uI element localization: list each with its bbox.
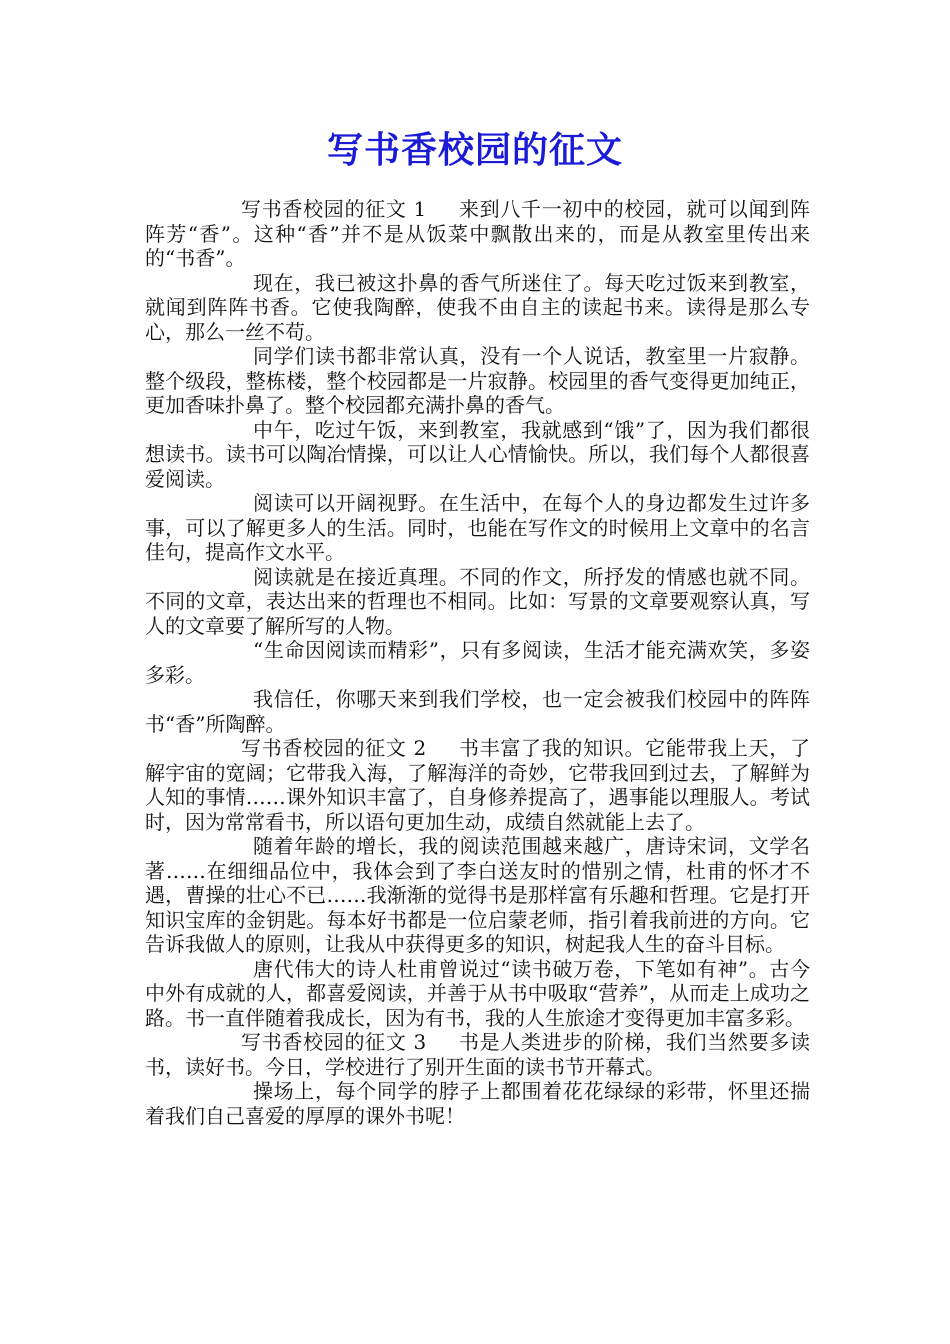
paragraph-text: 中午，吃过午饭，来到教室，我就感到“饿”了，因为我们都很想读书。读书可以陶冶情操，可以让人心情愉快。所以，我们每个人都很喜爱阅读。 bbox=[145, 417, 810, 491]
paragraph-text: 书是人类进步的阶梯，我们当然要多读书，读好书。今日，学校进行了别开生面的读书节开幕式。 bbox=[145, 1030, 810, 1079]
paragraph-text: “生命因阅读而精彩”，只有多阅读，生活才能充满欢笑，多姿多彩。 bbox=[145, 638, 810, 687]
paragraph-11 bbox=[145, 957, 810, 1031]
paragraph-3 bbox=[145, 344, 810, 418]
paragraph-text: 阅读可以开阔视野。在生活中，在每个人的身边都发生过许多事，可以了解更多人的生活。同时，也能在写作文的时候用上文章中的名言佳句，提高作文水平。 bbox=[145, 491, 810, 564]
document-title: 写书香校园的征文 bbox=[326, 129, 623, 171]
paragraph-6 bbox=[145, 565, 810, 639]
section-label-1: 写书香校园的征文 1 bbox=[241, 197, 427, 221]
paragraph-7 bbox=[145, 638, 810, 687]
paragraph-text: 同学们读书都非常认真，没有一个人说话，教室里一片寂静。整个级段，整栋楼，整个校园都是一片寂静。校园里的香气变得更加纯正，更加香味扑鼻了。整个校园都充满扑鼻的香气。 bbox=[145, 344, 810, 417]
section-label-2: 写书香校园的征文 2 bbox=[241, 736, 427, 760]
paragraph-text: 来到八千一初中的校园，就可以闻到阵阵芳“香”。这种“香”并不是从饭菜中飘散出来的，而是从教室里传出来的“书香”。 bbox=[145, 197, 810, 270]
paragraph-text: 随着年龄的增长，我的阅读范围越来越广，唐诗宋词，文学名著……在细细品位中，我体会到了李白送友时的惜别之情，杜甫的怀才不遇，曹操的壮心不已……我渐渐的觉得书是那样富有乐趣和哲理。它是打开知识宝库的金钥匙。每本好书都是一位启蒙老师，指引着我前进的方向。它告诉我做人的原则，让我从中获得更多的知识，树起我人生的奋斗目标。 bbox=[145, 834, 810, 956]
paragraph-10 bbox=[145, 834, 810, 957]
section-label-3: 写书香校园的征文 3 bbox=[241, 1030, 427, 1054]
paragraph-text: 唐代伟大的诗人杜甫曾说过“读书破万卷，下笔如有神”。古今中外有成就的人，都喜爱阅读，并善于从书中吸取“营养”，从而走上成功之路。书一直伴随着我成长，因为有书，我的人生旅途才变得更加丰富多彩。 bbox=[145, 956, 810, 1030]
paragraph-text: 现在，我已被这扑鼻的香气所迷住了。每天吃过饭来到教室，就闻到阵阵书香。它使我陶醉，使我不由自主的读起书来。读得是那么专心，那么一丝不苟。 bbox=[145, 270, 810, 344]
paragraph-text: 阅读就是在接近真理。不同的作文，所抒发的情感也就不同。不同的文章，表达出来的哲理也不相同。比如：写景的文章要观察认真，写人的文章要了解所写的人物。 bbox=[145, 564, 810, 638]
document-body bbox=[145, 197, 810, 1128]
paragraph-13 bbox=[145, 1079, 810, 1128]
paragraph-1 bbox=[145, 197, 810, 271]
paragraph-8 bbox=[145, 687, 810, 736]
paragraph-text: 书丰富了我的知识。它能带我上天，了解宇宙的宽阔；它带我入海，了解海洋的奇妙，它带我回到过去，了解鲜为人知的事情……课外知识丰富了，自身修养提高了，遇事能以理服人。考试时，因为常常看书，所以语句更加生动，成绩自然就能上去了。 bbox=[145, 736, 810, 834]
paragraph-5 bbox=[145, 491, 810, 565]
paragraph-text: 操场上，每个同学的脖子上都围着花花绿绿的彩带，怀里还揣着我们自己喜爱的厚厚的课外书呢！ bbox=[145, 1079, 810, 1128]
paragraph-text: 我信任，你哪天来到我们学校，也一定会被我们校园中的阵阵书“香”所陶醉。 bbox=[145, 687, 810, 736]
paragraph-12 bbox=[145, 1030, 810, 1079]
paragraph-2 bbox=[145, 271, 810, 345]
paragraph-9 bbox=[145, 736, 810, 834]
paragraph-4 bbox=[145, 418, 810, 492]
